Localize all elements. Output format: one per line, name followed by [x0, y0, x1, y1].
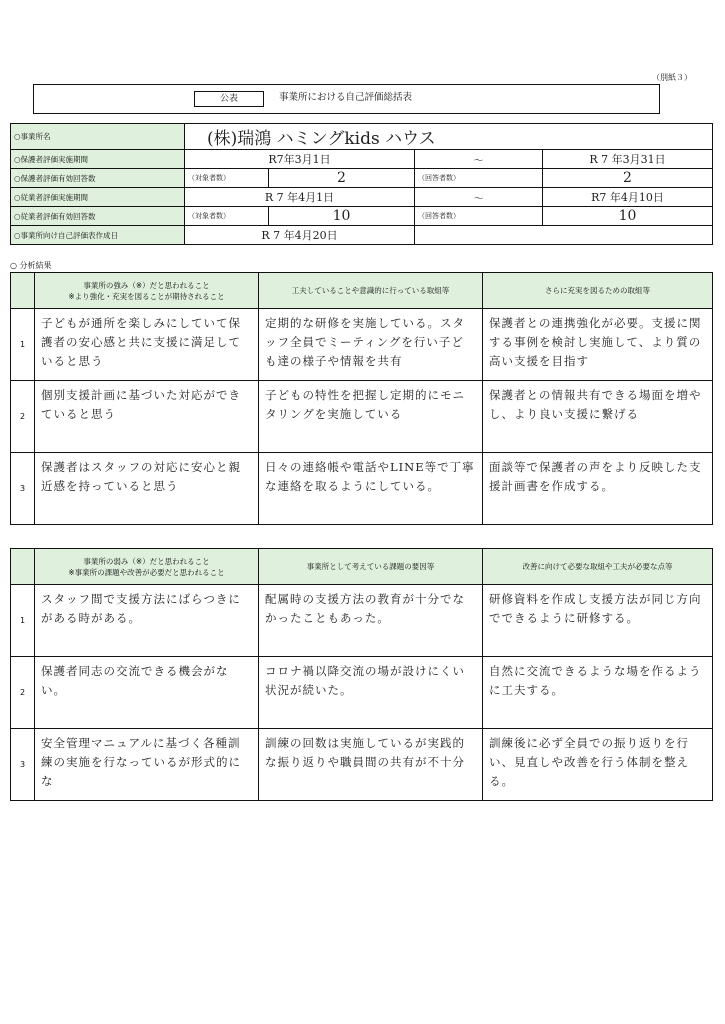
strength-text: 保護者はスタッフの対応に安心と親近感を持っていると思う: [35, 453, 259, 525]
weaknesses-num-header: [11, 549, 35, 585]
weaknesses-col3-header: 改善に向けて必要な取組や工夫が必要な点等: [483, 549, 713, 585]
strength-improvement: 面談等で保護者の声をより反映した支援計画書を作成する。: [483, 453, 713, 525]
row-number: 2: [11, 657, 35, 729]
title-box: [33, 84, 660, 114]
guardian-reply-label: （回答者数）: [415, 169, 543, 188]
strengths-col1-title: 事業所の強み（※）だと思われること: [83, 280, 210, 290]
weaknesses-col1-title: 事業所の弱み（※）だと思われること: [83, 556, 210, 566]
guardian-reply-count: 2: [543, 169, 713, 188]
self-eval-date-blank: [415, 226, 713, 245]
strengths-col1-header: [35, 273, 259, 309]
weakness-text: 安全管理マニュアルに基づく各種訓練の実施を行なっているが形式的にな: [35, 729, 259, 801]
document-title: 事業所における自己評価総括表: [279, 92, 413, 103]
strengths-col1-note: ※より強化・充実を図ることが期待されること: [68, 291, 225, 301]
strengths-num-header: [11, 273, 35, 309]
strength-improvement: 保護者との連携強化が必要。支援に関する事例を検討し実施して、より質の高い支援を目指す: [483, 309, 713, 381]
staff-period-tilde: ～: [415, 188, 543, 207]
staff-count-label: ○従業者評価有効回答数: [11, 207, 185, 226]
strength-text: 子どもが通所を楽しみにしていて保護者の安心感と共に支援に満足していると思う: [35, 309, 259, 381]
staff-target-count: 10: [269, 207, 415, 226]
strengths-col2-header: 工夫していることや意識的に行っている取組等: [259, 273, 483, 309]
strength-improvement: 保護者との情報共有できる場面を増やし、より良い支援に繋げる: [483, 381, 713, 453]
guardian-target-count: 2: [269, 169, 415, 188]
header-table: [10, 123, 713, 245]
staff-reply-count: 10: [543, 207, 713, 226]
weaknesses-col2-header: 事業所として考えている課題の要因等: [259, 549, 483, 585]
guardian-count-label: ○保護者評価有効回答数: [11, 169, 185, 188]
strength-effort: 日々の連絡帳や電話やLINE等で丁寧な連絡を取るようにしている。: [259, 453, 483, 525]
table-row: [11, 729, 713, 801]
guardian-period-tilde: ～: [415, 150, 543, 169]
guardian-period-end: R 7 年3月31日: [543, 150, 713, 169]
weaknesses-table: [10, 548, 713, 801]
weakness-text: 保護者同志の交流できる機会がない。: [35, 657, 259, 729]
weaknesses-col1-header: [35, 549, 259, 585]
staff-reply-label: （回答者数）: [415, 207, 543, 226]
weakness-cause: 訓練の回数は実施しているが実践的な振り返りや職員間の共有が不十分: [259, 729, 483, 801]
table-row: [11, 657, 713, 729]
public-label: 公表: [194, 91, 264, 107]
self-eval-date-label: ○事業所向け自己評価表作成日: [11, 226, 185, 245]
staff-period-start: R 7 年4月1日: [185, 188, 415, 207]
staff-period-end: R7 年4月10日: [543, 188, 713, 207]
office-name: (株)瑞鴻 ハミングkids ハウス: [185, 124, 713, 150]
table-row: [11, 381, 713, 453]
self-eval-date: R 7 年4月20日: [185, 226, 415, 245]
strengths-col3-header: さらに充実を図るための取組等: [483, 273, 713, 309]
guardian-period-label: ○保護者評価実施期間: [11, 150, 185, 169]
strength-text: 個別支援計画に基づいた対応ができていると思う: [35, 381, 259, 453]
attachment-tag: （別紙３）: [652, 73, 692, 82]
table-row: [11, 309, 713, 381]
weakness-improvement: 研修資料を作成し支援方法が同じ方向でできるように研修する。: [483, 585, 713, 657]
guardian-target-label: （対象者数）: [185, 169, 269, 188]
weakness-text: スタッフ間で支援方法にばらつきにがある時がある。: [35, 585, 259, 657]
strength-effort: 子どもの特性を把握し定期的にモニタリングを実施している: [259, 381, 483, 453]
row-number: 1: [11, 585, 35, 657]
office-name-label: ○事業所名: [11, 124, 185, 150]
row-number: 3: [11, 729, 35, 801]
staff-period-label: ○従業者評価実施期間: [11, 188, 185, 207]
table-row: [11, 585, 713, 657]
row-number: 2: [11, 381, 35, 453]
row-number: 1: [11, 309, 35, 381]
analysis-label: ○ 分析結果: [10, 261, 52, 270]
strengths-table: [10, 272, 713, 525]
weakness-improvement: 訓練後に必ず全員での振り返りを行い、見直しや改善を行う体制を整える。: [483, 729, 713, 801]
strength-effort: 定期的な研修を実施している。スタッフ全員でミーティングを行い子ども達の様子や情報を共有: [259, 309, 483, 381]
weakness-improvement: 自然に交流できるような場を作るように工夫する。: [483, 657, 713, 729]
weaknesses-col1-note: ※事業所の課題や改善が必要だと思われること: [68, 567, 225, 577]
staff-target-label: （対象者数）: [185, 207, 269, 226]
table-row: [11, 453, 713, 525]
weakness-cause: コロナ禍以降交流の場が設けにくい状況が続いた。: [259, 657, 483, 729]
weakness-cause: 配属時の支援方法の教育が十分でなかったこともあった。: [259, 585, 483, 657]
guardian-period-start: R7年3月1日: [185, 150, 415, 169]
row-number: 3: [11, 453, 35, 525]
